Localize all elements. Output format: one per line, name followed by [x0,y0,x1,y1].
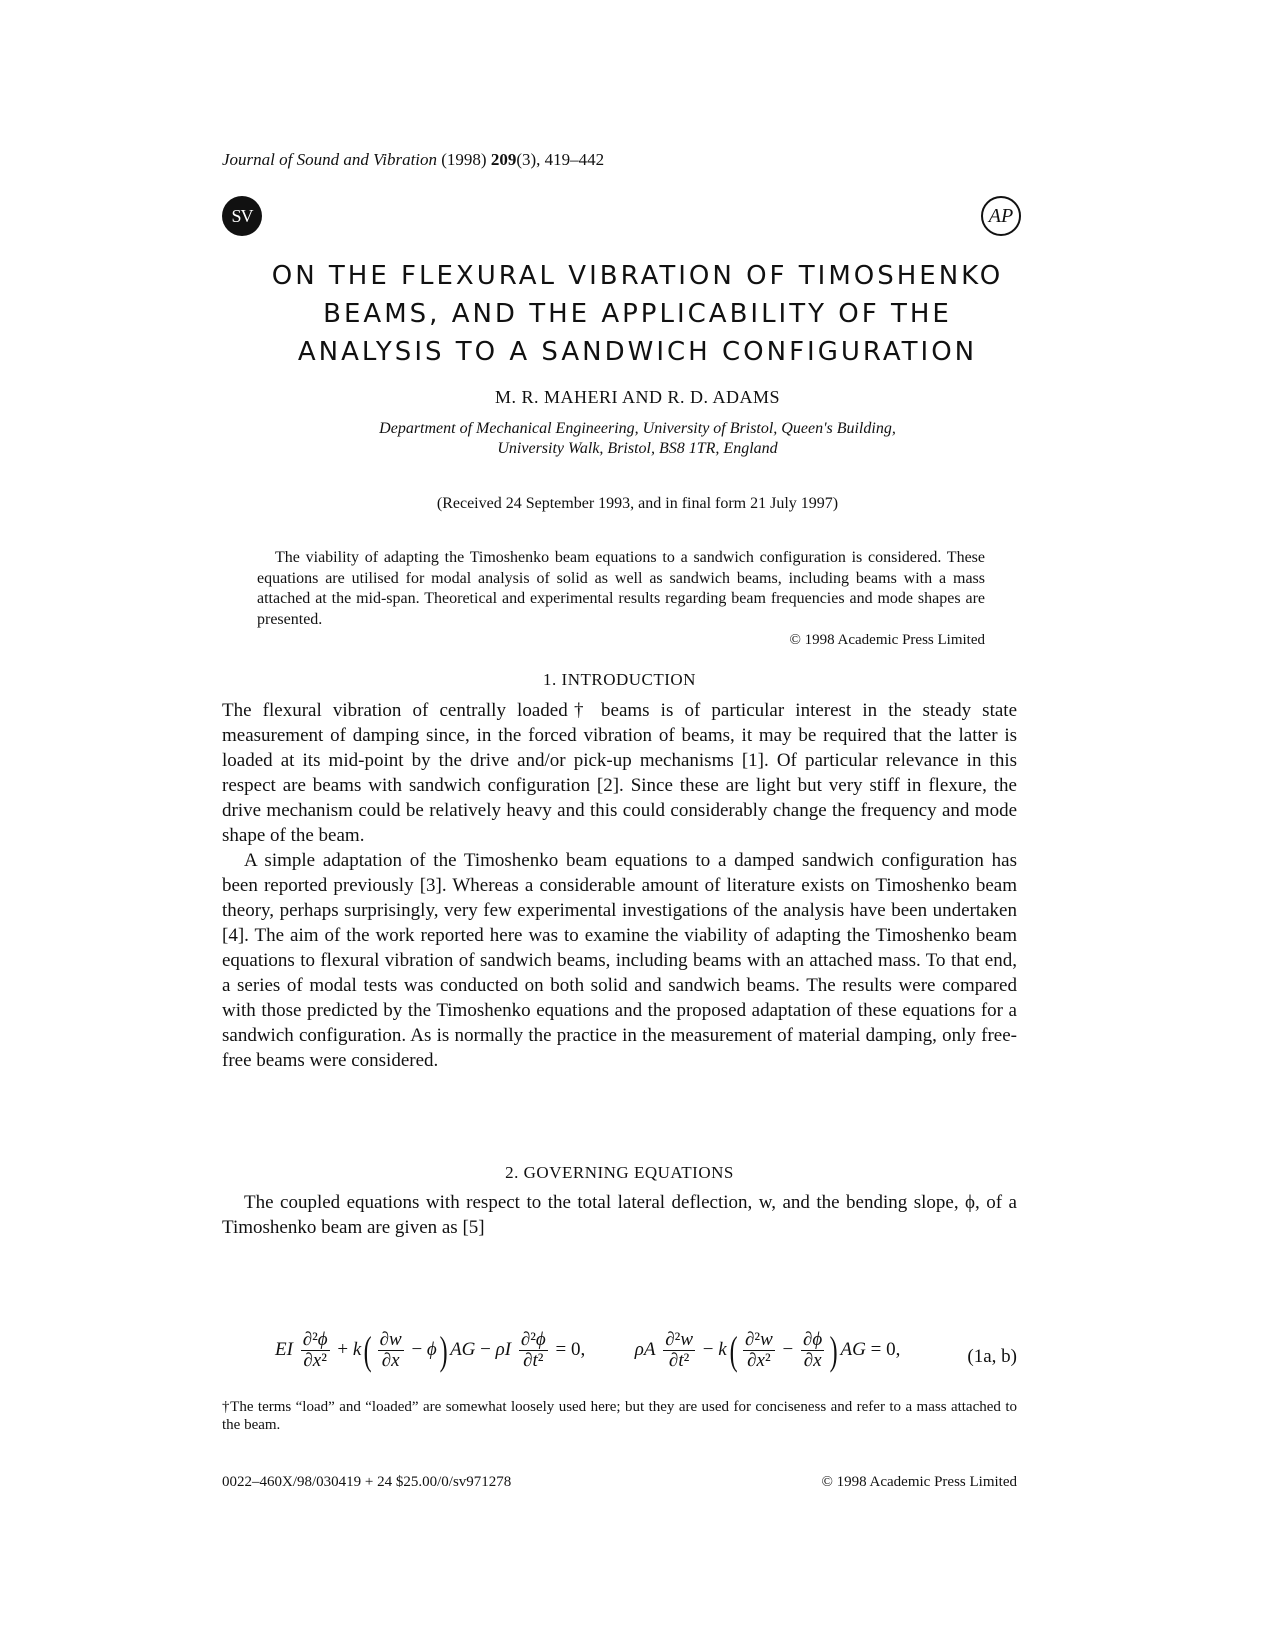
affiliation-line: University Walk, Bristol, BS8 1TR, England [497,440,778,457]
ap-logo [981,196,1021,236]
paragraph: The coupled equations with respect to the total lateral deflection, w, and the bending slope, ϕ, of a Timoshenko beam are given as [5] [222,1192,1017,1238]
equation-1b: ρA $\frac{\text{∂²w}}{\text{∂t²}}$ − k( $\frac{\text{∂²w}}{\text{∂x²}}$ − $\frac{\partial\phi}{\partial x}$ ) AG = 0, [634,1327,901,1373]
affiliation [200,419,1075,459]
paper-title [200,257,1075,371]
sv-logo-text: SV [231,205,253,226]
equation-number: (1a, b) [967,1346,1017,1367]
ap-logo-text: AP [988,204,1014,227]
journal-year: (1998) [441,150,487,169]
footer-copyright: © 1998 Academic Press Limited [821,1474,1017,1490]
equation-1 [275,1327,1017,1390]
footnote: †The terms “load” and “loaded” are somewhat loosely used here; but they are used for conciseness and refer to a mass attached to the beam. [222,1399,1017,1433]
journal-citation [222,150,604,170]
title-line: BEAMS, AND THE APPLICABILITY OF THE [323,299,952,329]
affiliation-line: Department of Mechanical Engineering, University of Bristol, Queen's Building, [379,420,896,437]
sv-logo [222,196,262,236]
section-heading-introduction: 1. INTRODUCTION [543,670,696,689]
received-date: (Received 24 September 1993, and in final form 21 July 1997) [436,495,839,512]
title-line: ON THE FLEXURAL VIBRATION OF TIMOSHENKO [271,261,1004,291]
journal-name: Journal of Sound and Vibration [222,150,438,169]
governing-equations-body [222,1190,1017,1240]
abstract: The viability of adapting the Timoshenko beam equations to a sandwich configuration is considered. These equations are utilised for modal analysis of solid as well as sandwich beams, including beams with a mass attached at the mid-span. Theoretical and experimental results regarding beam frequencies and mode shapes are presented. [257,549,985,628]
authors: M. R. MAHERI AND R. D. ADAMS [494,387,781,407]
footer-code: 0022–460X/98/030419 + 24 $25.00/0/sv971278 [222,1474,512,1490]
journal-volume: 209 [490,150,517,169]
abstract-copyright: © 1998 Academic Press Limited [789,632,985,648]
title-line: ANALYSIS TO A SANDWICH CONFIGURATION [297,337,978,367]
equation-1a: EI $\frac{\text{∂²ϕ}}{\text{∂x²}}$ + k( $\frac{\partial w}{\partial x}$ − ϕ) AG − ρI $\frac{\text{∂²ϕ}}{\text{∂t²}}$ = 0, [275,1327,590,1373]
section-heading-governing-equations: 2. GOVERNING EQUATIONS [505,1163,734,1182]
paragraph: The flexural vibration of centrally loaded† beams is of particular interest in the steady state measurement of damping since, in the forced vibration of beams, it may be required that the latter is loaded at its mid-point by the drive and/or pick-up mechanisms [1]. Of particular relevance in this respect are beams with sandwich configuration [2]. Since these are light but very stiff in flexure, the drive mechanism could be relatively heavy and this could considerably change the frequency and mode shape of the beam. [222,700,1017,846]
journal-issue: (3), 419–442 [516,150,605,169]
paragraph: A simple adaptation of the Timoshenko beam equations to a damped sandwich configuration has been reported previously [3]. Whereas a considerable amount of literature exists on Timoshenko beam theory, perhaps surprisingly, very few experimental investigations of the analysis have been undertaken [4]. The aim of the work reported here was to examine the viability of adapting the Timoshenko beam equations to flexural vibration of sandwich beams, including beams with an attached mass. To that end, a series of modal tests was conducted on both solid and sandwich beams. The results were compared with those predicted by the Timoshenko equations and the proposed adaptation of these equations for a sandwich configuration. As is normally the practice in the measurement of material damping, only free-free beams were considered. [222,850,1017,1071]
introduction-body [222,698,1017,1073]
